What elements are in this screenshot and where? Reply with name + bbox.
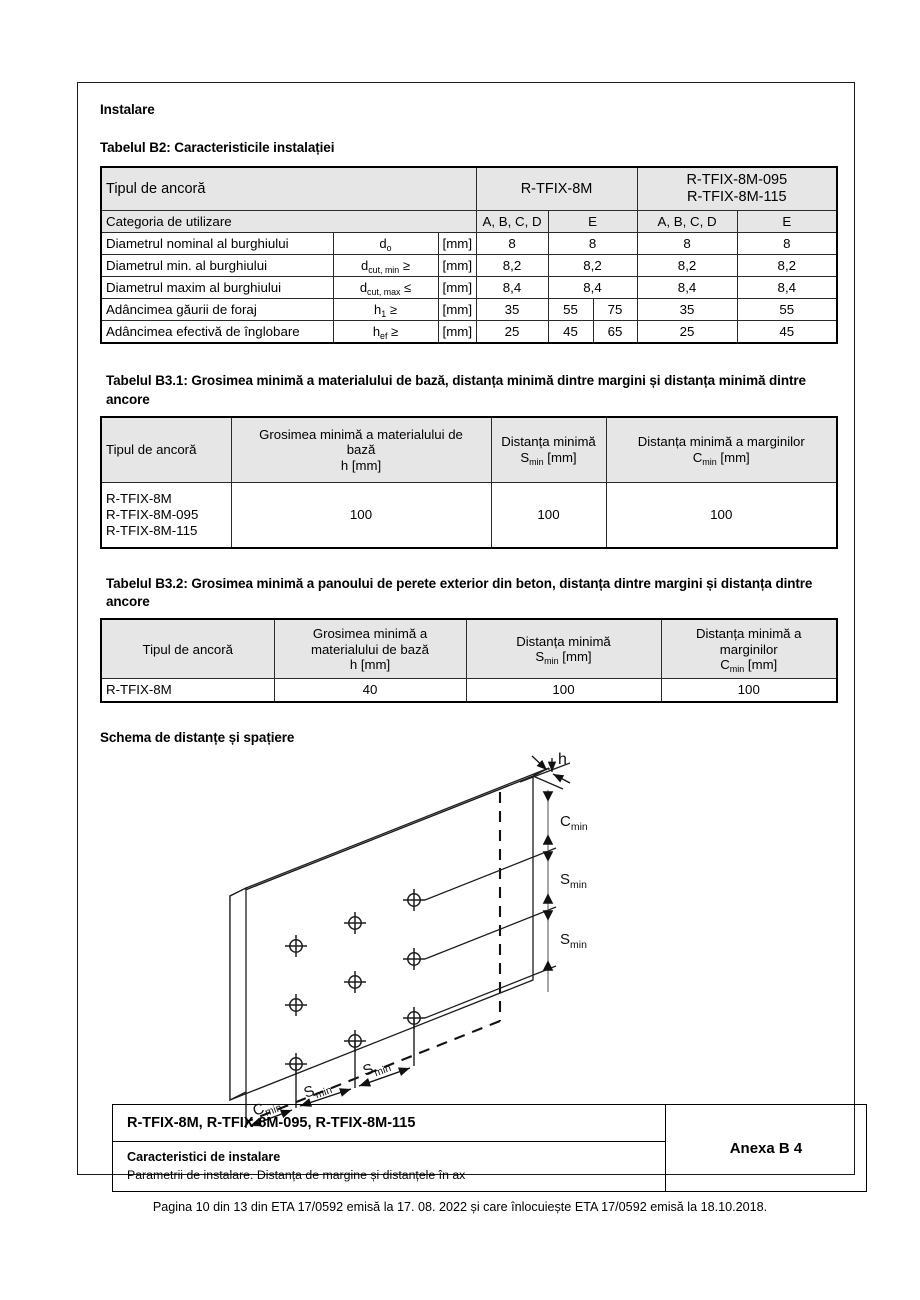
row-symbol: $d_{cut, max}$ ≤ [333,277,438,299]
b32-col1-header: Tipul de ancoră [101,619,274,679]
b32-thickness: 40 [274,679,466,703]
row-unit: [mm] [438,233,476,255]
b31-thickness: 100 [231,482,491,548]
anchor-group-2 [637,167,837,211]
table-b2 [100,166,838,344]
b31-spacing: 100 [491,482,606,548]
row-label: Diametrul min. al burghiului [101,255,333,277]
cell-value: 55 [737,299,837,321]
table-b31 [100,416,838,549]
schema-svg [100,748,836,1138]
page-content [100,101,836,1182]
row-symbol: $d_{cut, min}$ ≥ [333,255,438,277]
row-symbol: $h_{ef}$ ≥ [333,321,438,344]
b31-col2-header: Grosimea minimă a materialului de bază h [mm] [231,417,491,483]
vertical-dimension-labels [560,813,588,951]
anchor-type-header: Tipul de ancoră [101,167,476,211]
row-label: Adâncimea găurii de foraj [101,299,333,321]
anchor-group-1: R-TFIX-8M [476,167,637,211]
b32-col2-header: Grosimea minimă a materialului de bază h [mm] [274,619,466,679]
anchor-group-2-line1: R-TFIX-8M-095 [686,172,788,189]
table-b32-title: Tabelul B3.2: Grosimea minimă a panoului de perete exterior din beton, distanța dintre margini și distanța dintre ancore [106,575,813,610]
table-row [101,417,837,483]
label-smin-vertical-1: $S_{min}$ [560,870,587,891]
footer-table [112,1104,867,1192]
cell-value: 8,2 [476,255,548,277]
cell-value: 8,4 [737,277,837,299]
b31-col1-header: Tipul de ancoră [101,417,231,483]
b31-col3-header: Distanța minimă $S_{min}$ [mm] [491,417,606,483]
cell-value: 8 [637,233,737,255]
b32-edge: 100 [661,679,837,703]
row-unit: [mm] [438,299,476,321]
b31-edge: 100 [606,482,837,548]
b31-col4-header: Distanța minimă a marginilor $C_{min}$ [mm] [606,417,837,483]
footer-subtitle-bold: Caracteristici de instalare [127,1149,281,1164]
label-cmin-vertical: $C_{min}$ [560,812,588,833]
category-e-2: E [737,211,837,233]
cell-value: 8,4 [548,277,637,299]
cell-value: 8 [476,233,548,255]
cell-value: 65 [593,321,637,344]
category-label: Categoria de utilizare [101,211,476,233]
cell-value: 8,2 [548,255,637,277]
row-label: Adâncimea efectivă de înglobare [101,321,333,344]
section-heading: Instalare [100,102,155,117]
cell-value: 25 [637,321,737,344]
footer-annex: Anexa B 4 [666,1105,867,1192]
concrete-slab [230,768,549,1100]
row-unit: [mm] [438,255,476,277]
table-b2-title: Tabelul B2: Caracteristicile instalației [100,140,335,156]
b32-anchor-name: R-TFIX-8M [101,679,274,703]
b32-col4-header: Distanța minimă a marginilor $C_{min}$ [mm] [661,619,837,679]
row-label: Diametrul maxim al burghiului [101,277,333,299]
table-row [101,321,837,344]
cell-value: 35 [476,299,548,321]
cell-value: 75 [593,299,637,321]
identification-block [112,1104,866,1182]
table-row [101,167,837,211]
category-e-1: E [548,211,637,233]
schema-diagram [100,748,836,1138]
b32-col3-header: Distanța minimă $S_{min}$ [mm] [466,619,661,679]
table-row [113,1105,867,1142]
cell-value: 8 [548,233,637,255]
footer-subtitle-line: Parametrii de instalare. Distanța de margine și distanțele în ax [127,1167,466,1182]
cell-value: 8,4 [476,277,548,299]
table-row [101,233,837,255]
table-row [101,679,837,703]
label-smin-horizontal-1: $S_{min}$ [301,1081,334,1102]
slab-left-face [230,888,246,1100]
table-row [101,482,837,548]
b31-anchor-names: R-TFIX-8M R-TFIX-8M-095 R-TFIX-8M-115 [101,482,231,548]
cell-value: 8,2 [737,255,837,277]
label-smin-vertical-2: $S_{min}$ [560,930,587,951]
cell-value: 35 [637,299,737,321]
schema-title: Schema de distanțe și spațiere [100,730,295,746]
table-b32 [100,618,838,703]
category-abcd-1: A, B, C, D [476,211,548,233]
label-smin-horizontal-2: $S_{min}$ [360,1059,393,1080]
anchor-group-2-line2: R-TFIX-8M-115 [686,189,787,206]
label-cmin-horizontal: $C_{min}$ [250,1099,284,1120]
row-unit: [mm] [438,277,476,299]
cell-value: 55 [548,299,593,321]
cell-value: 45 [548,321,593,344]
cell-value: 8,2 [637,255,737,277]
row-unit: [mm] [438,321,476,344]
page-footer-note: Pagina 10 din 13 din ETA 17/0592 emisă la 17. 08. 2022 și care înlocuiește ETA 17/0592 emisă la 18.10.2018. [152,1200,768,1214]
label-h-thickness: h [558,750,567,768]
category-abcd-2: A, B, C, D [637,211,737,233]
page-border [77,82,855,1182]
cell-value: 8,4 [637,277,737,299]
row-symbol: $d_o$ [333,233,438,255]
table-row [101,211,837,233]
table-row [101,299,837,321]
table-row [101,277,837,299]
cell-value: 8 [737,233,837,255]
row-symbol: $h_1$ ≥ [333,299,438,321]
table-row [101,255,837,277]
table-row [101,619,837,679]
cell-value: 25 [476,321,548,344]
slab-front-face [230,776,533,1100]
cell-value: 45 [737,321,837,344]
footer-subtitle [113,1142,666,1192]
footer-product-title: R-TFIX-8M, R-TFIX-8M-095, R-TFIX-8M-115 [113,1105,666,1142]
row-label: Diametrul nominal al burghiului [101,233,333,255]
table-b31-title: Tabelul B3.1: Grosimea minimă a materialului de bază, distanța minimă dintre margini și distanța minimă dintre ancore [106,373,806,407]
b32-spacing: 100 [466,679,661,703]
